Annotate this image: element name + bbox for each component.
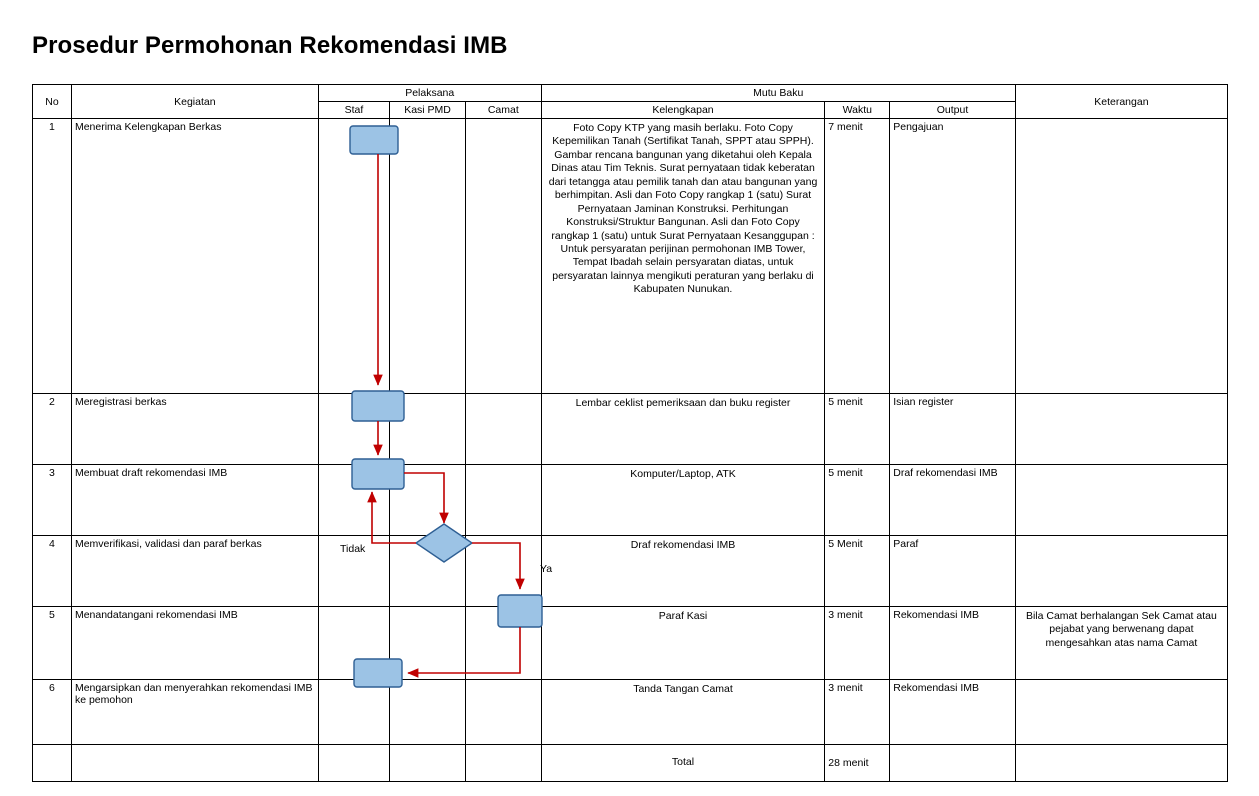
cell-lane-staf bbox=[318, 394, 389, 465]
cell-waktu: 7 menit bbox=[825, 119, 890, 394]
cell-lane-camat bbox=[465, 465, 541, 536]
cell-no: 4 bbox=[33, 536, 72, 607]
cell-lane-staf bbox=[318, 119, 389, 394]
cell-keterangan bbox=[1015, 394, 1227, 465]
cell-waktu: 5 Menit bbox=[825, 536, 890, 607]
cell-kelengkapan: Komputer/Laptop, ATK bbox=[541, 465, 825, 536]
cell-no bbox=[33, 745, 72, 782]
cell-keterangan bbox=[1015, 745, 1227, 782]
header-kelengkapan: Kelengkapan bbox=[541, 102, 825, 119]
cell-kelengkapan: Tanda Tangan Camat bbox=[541, 680, 825, 745]
cell-output: Pengajuan bbox=[890, 119, 1016, 394]
cell-waktu: 3 menit bbox=[825, 607, 890, 680]
table-row bbox=[33, 536, 1228, 607]
cell-lane-camat bbox=[465, 607, 541, 680]
cell-kelengkapan: Lembar ceklist pemeriksaan dan buku register bbox=[541, 394, 825, 465]
header-pelaksana: Pelaksana bbox=[318, 85, 541, 102]
cell-kelengkapan: Draf rekomendasi IMB bbox=[541, 536, 825, 607]
cell-lane-kasi bbox=[390, 119, 466, 394]
cell-output: Isian register bbox=[890, 394, 1016, 465]
cell-no: 5 bbox=[33, 607, 72, 680]
cell-lane-staf bbox=[318, 745, 389, 782]
table-row-total bbox=[33, 745, 1228, 782]
cell-lane-kasi bbox=[390, 536, 466, 607]
procedure-table bbox=[32, 84, 1228, 782]
cell-lane-kasi bbox=[390, 680, 466, 745]
cell-lane-camat bbox=[465, 119, 541, 394]
label-tidak: Tidak bbox=[340, 543, 366, 555]
cell-output: Rekomendasi IMB bbox=[890, 607, 1016, 680]
cell-lane-camat bbox=[465, 680, 541, 745]
cell-lane-staf bbox=[318, 680, 389, 745]
procedure-table-wrapper bbox=[32, 84, 1228, 782]
cell-waktu: 5 menit bbox=[825, 394, 890, 465]
cell-output: Paraf bbox=[890, 536, 1016, 607]
header-kegiatan: Kegiatan bbox=[71, 85, 318, 119]
cell-lane-staf bbox=[318, 607, 389, 680]
cell-lane-camat bbox=[465, 394, 541, 465]
cell-lane-kasi bbox=[390, 607, 466, 680]
cell-waktu: 3 menit bbox=[825, 680, 890, 745]
cell-no: 6 bbox=[33, 680, 72, 745]
cell-kegiatan: Membuat draft rekomendasi IMB bbox=[71, 465, 318, 536]
cell-kelengkapan: Paraf Kasi bbox=[541, 607, 825, 680]
cell-output bbox=[890, 745, 1016, 782]
cell-no: 3 bbox=[33, 465, 72, 536]
cell-kelengkapan: Foto Copy KTP yang masih berlaku. Foto Copy Kepemilikan Tanah (Sertifikat Tanah, SPPT atau SPPH). Gambar rencana bangunan yang diketahui oleh Kepala Dinas atau Tim Teknis. Surat pernyataan tidak keberatan dari tetangga atau pemilik tanah dan atau bangunan yang berhimpitan. Asli dan Foto Copy rangkap 1 (satu) Surat Pernyataan Jaminan Konstruksi. Perhitungan Konstruksi/Struktur Bangunan. Asli dan Foto Copy rangkap 1 (satu) untuk Surat Pernyataan Kesanggupan : Untuk persyaratan perijinan permohonan IMB Tower, Tempat Ibadah selain persyaratan diatas, untuk persyaratan lainnya mengikuti peraturan yang berlaku di Kabupaten Nunukan. bbox=[541, 119, 825, 394]
header-camat: Camat bbox=[465, 102, 541, 119]
cell-total-waktu: 28 menit bbox=[825, 745, 890, 782]
cell-output: Rekomendasi IMB bbox=[890, 680, 1016, 745]
cell-lane-kasi bbox=[390, 745, 466, 782]
header-keterangan: Keterangan bbox=[1015, 85, 1227, 119]
table-row bbox=[33, 119, 1228, 394]
cell-keterangan bbox=[1015, 465, 1227, 536]
header-waktu: Waktu bbox=[825, 102, 890, 119]
cell-waktu: 5 menit bbox=[825, 465, 890, 536]
table-row bbox=[33, 607, 1228, 680]
header-staf: Staf bbox=[318, 102, 389, 119]
cell-no: 1 bbox=[33, 119, 72, 394]
table-header-row-1 bbox=[33, 85, 1228, 102]
header-mutu-baku: Mutu Baku bbox=[541, 85, 1015, 102]
cell-lane-staf bbox=[318, 465, 389, 536]
cell-kegiatan: Meregistrasi berkas bbox=[71, 394, 318, 465]
cell-keterangan bbox=[1015, 680, 1227, 745]
cell-lane-kasi bbox=[390, 465, 466, 536]
cell-kegiatan: Menerima Kelengkapan Berkas bbox=[71, 119, 318, 394]
label-ya: Ya bbox=[540, 563, 553, 575]
cell-kegiatan: Memverifikasi, validasi dan paraf berkas bbox=[71, 536, 318, 607]
table-row bbox=[33, 465, 1228, 536]
table-row bbox=[33, 394, 1228, 465]
header-kasi-pmd: Kasi PMD bbox=[390, 102, 466, 119]
page-title: Prosedur Permohonan Rekomendasi IMB bbox=[32, 32, 508, 59]
table-row bbox=[33, 680, 1228, 745]
cell-output: Draf rekomendasi IMB bbox=[890, 465, 1016, 536]
header-output: Output bbox=[890, 102, 1016, 119]
cell-kegiatan: Mengarsipkan dan menyerahkan rekomendasi IMB ke pemohon bbox=[71, 680, 318, 745]
cell-kegiatan: Menandatangani rekomendasi IMB bbox=[71, 607, 318, 680]
cell-lane-kasi bbox=[390, 394, 466, 465]
cell-keterangan: Bila Camat berhalangan Sek Camat atau pejabat yang berwenang dapat mengesahkan atas nama Camat bbox=[1015, 607, 1227, 680]
cell-lane-camat bbox=[465, 536, 541, 607]
header-no: No bbox=[33, 85, 72, 119]
cell-keterangan bbox=[1015, 536, 1227, 607]
cell-keterangan bbox=[1015, 119, 1227, 394]
cell-lane-camat bbox=[465, 745, 541, 782]
cell-kegiatan bbox=[71, 745, 318, 782]
cell-no: 2 bbox=[33, 394, 72, 465]
cell-total-label: Total bbox=[541, 745, 825, 782]
